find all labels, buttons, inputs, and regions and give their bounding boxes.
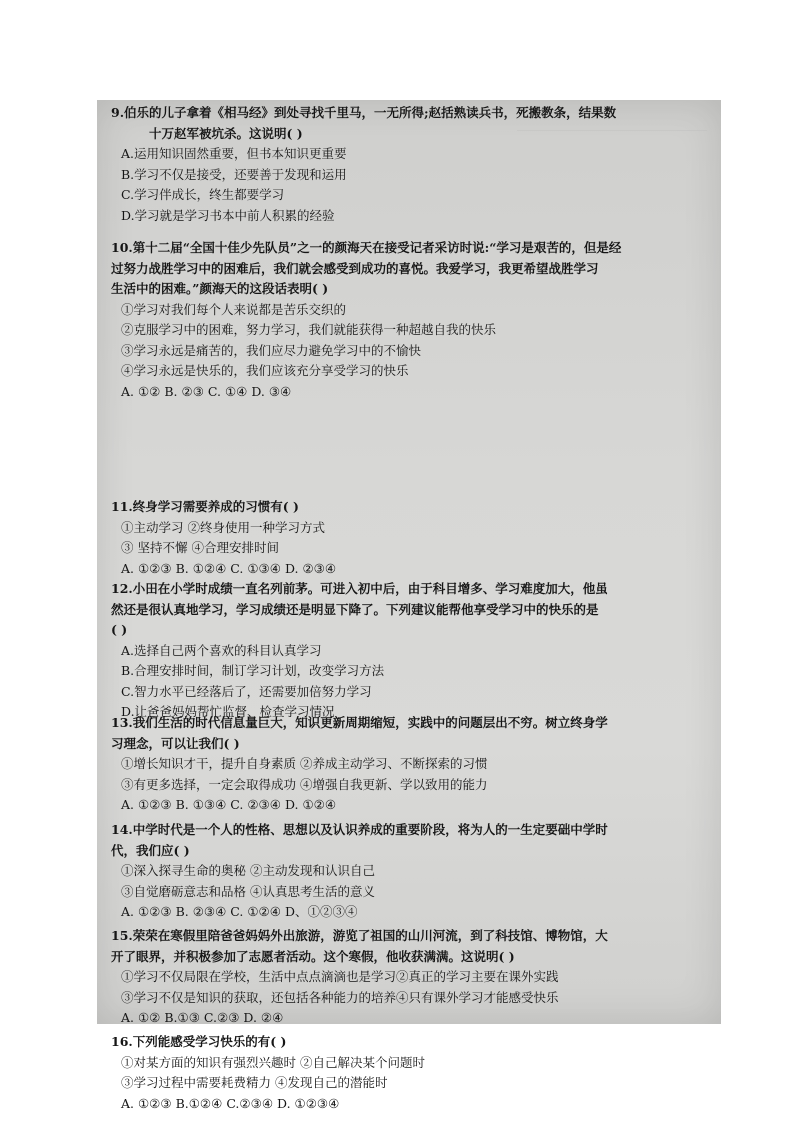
question-stem-line: 9.伯乐的儿子拿着《相马经》到处寻找千里马，一无所得;赵括熟读兵书，死搬教条，结果数 [111, 105, 617, 120]
bleed-through-area [487, 520, 707, 720]
answer-option: ①学习不仅局限在学校，生活中点点滴滴也是学习②真正的学习主要在课外实践 [121, 969, 559, 984]
answer-option: ①主动学习 ②终身使用一种学习方式 [121, 519, 325, 535]
question-stem-line: 14.中学时代是一个人的性格、思想以及认识养成的重要阶段，将为人的一生定要础中学时 [111, 822, 608, 837]
question-stem-line: 习理念，可以让我们( ) [111, 735, 240, 751]
answer-option: B.合理安排时间，制订学习计划，改变学习方法 [121, 663, 385, 678]
answer-option: A. ①②③ B.①②④ C.②③④ D. ①②③④ [121, 1095, 340, 1111]
question-stem-line: 十万赵军被坑杀。这说明( ) [149, 125, 303, 141]
answer-option: ③自觉磨砺意志和品格 ④认真思考生活的意义 [121, 883, 375, 899]
answer-option: ③学习不仅是知识的获取，还包括各种能力的培养④只有课外学习才能感受快乐 [121, 989, 559, 1005]
answer-option: A. ①② B. ②③ C. ①④ D. ③④ [121, 383, 292, 399]
answer-option: ②克服学习中的困难，努力学习，我们就能获得一种超越自我的快乐 [121, 322, 497, 337]
answer-option: ①深入探寻生命的奥秘 ②主动发现和认识自己 [121, 863, 375, 878]
question-stem-line: 10.第十二届“全国十佳少先队员”之一的颜海天在接受记者采访时说:“学习是艰苦的，但是经 [111, 240, 622, 255]
scanned-exam-photo [97, 100, 721, 1111]
answer-option: ①学习对我们每个人来说都是苦乐交织的 [121, 301, 347, 317]
question-stem-line: ( ) [111, 622, 128, 637]
answer-option: A.运用知识固然重要，但书本知识更重要 [121, 146, 347, 161]
answer-option: A. ①②③ B. ①③④ C. ②③④ D. ①②④ [121, 797, 337, 812]
answer-option: A. ①② B.①③ C.②③ D. ②④ [121, 1010, 284, 1025]
question-stem-line: 开了眼界，并积极参加了志愿者活动。这个寒假，他收获满满。这说明( ) [111, 948, 515, 964]
answer-option: ③ 坚持不懈 ④合理安排时间 [121, 540, 279, 555]
answer-option: ①增长知识才干，提升自身素质 ②养成主动学习、不断探索的习惯 [121, 756, 488, 771]
answer-option: C.学习伴成长，终生都要学习 [121, 187, 285, 202]
answer-option: ④学习永远是快乐的，我们应该充分享受学习的快乐 [121, 363, 409, 378]
answer-option: C.智力水平已经落后了，还需要加倍努力学习 [121, 683, 372, 699]
question-stem-line: 然还是很认真地学习，学习成绩还是明显下降了。下列建议能帮他享受学习中的快乐的是 [111, 601, 599, 617]
question-stem-line: 生活中的困难。”颜海天的这段话表明( ) [111, 281, 329, 296]
answer-option: ③学习过程中需要耗费精力 ④发现自己的潜能时 [121, 1075, 388, 1090]
question-stem-line: 12.小田在小学时成绩一直名列前茅。可进入初中后，由于科目增多、学习难度加大，他虽 [111, 581, 608, 596]
question-stem-line: 13.我们生活的时代信息量巨大，知识更新周期缩短，实践中的问题层出不穷。树立终身学 [111, 715, 608, 730]
answer-option: D.让爸爸妈妈帮忙监督、检查学习情况 [121, 704, 335, 719]
question-stem-line: 16.下列能感受学习快乐的有( ) [111, 1034, 287, 1049]
answer-option: B.学习不仅是接受，还要善于发现和运用 [121, 166, 347, 182]
answer-option: A. ①②③ B. ②③④ C. ①②④ D、①②③④ [121, 904, 358, 919]
question-stem-line: 代，我们应( ) [111, 842, 190, 858]
answer-option: A.选择自己两个喜欢的科目认真学习 [121, 642, 322, 658]
question-stem-line: 11.终身学习需要养成的习惯有( ) [111, 499, 299, 514]
question-stem-line: 过努力战胜学习中的困难后，我们就会感受到成功的喜悦。我爱学习，我更希望战胜学习 [111, 260, 599, 276]
answer-option: D.学习就是学习书本中前人积累的经验 [121, 207, 335, 223]
question-stem-line: 15.荣荣在寒假里陪爸爸妈妈外出旅游，游览了祖国的山川河流，到了科技馆、博物馆，大 [111, 928, 608, 943]
answer-option: ①对某方面的知识有强烈兴趣时 ②自己解决某个问题时 [121, 1054, 425, 1070]
answer-option: ③有更多选择，一定会取得成功 ④增强自我更新、学以致用的能力 [121, 776, 488, 792]
answer-option: ③学习永远是痛苦的，我们应尽力避免学习中的不愉快 [121, 342, 422, 358]
bleed-through-area [517, 130, 707, 281]
answer-option: A. ①②③ B. ①②④ C. ①③④ D. ②③④ [121, 560, 337, 576]
